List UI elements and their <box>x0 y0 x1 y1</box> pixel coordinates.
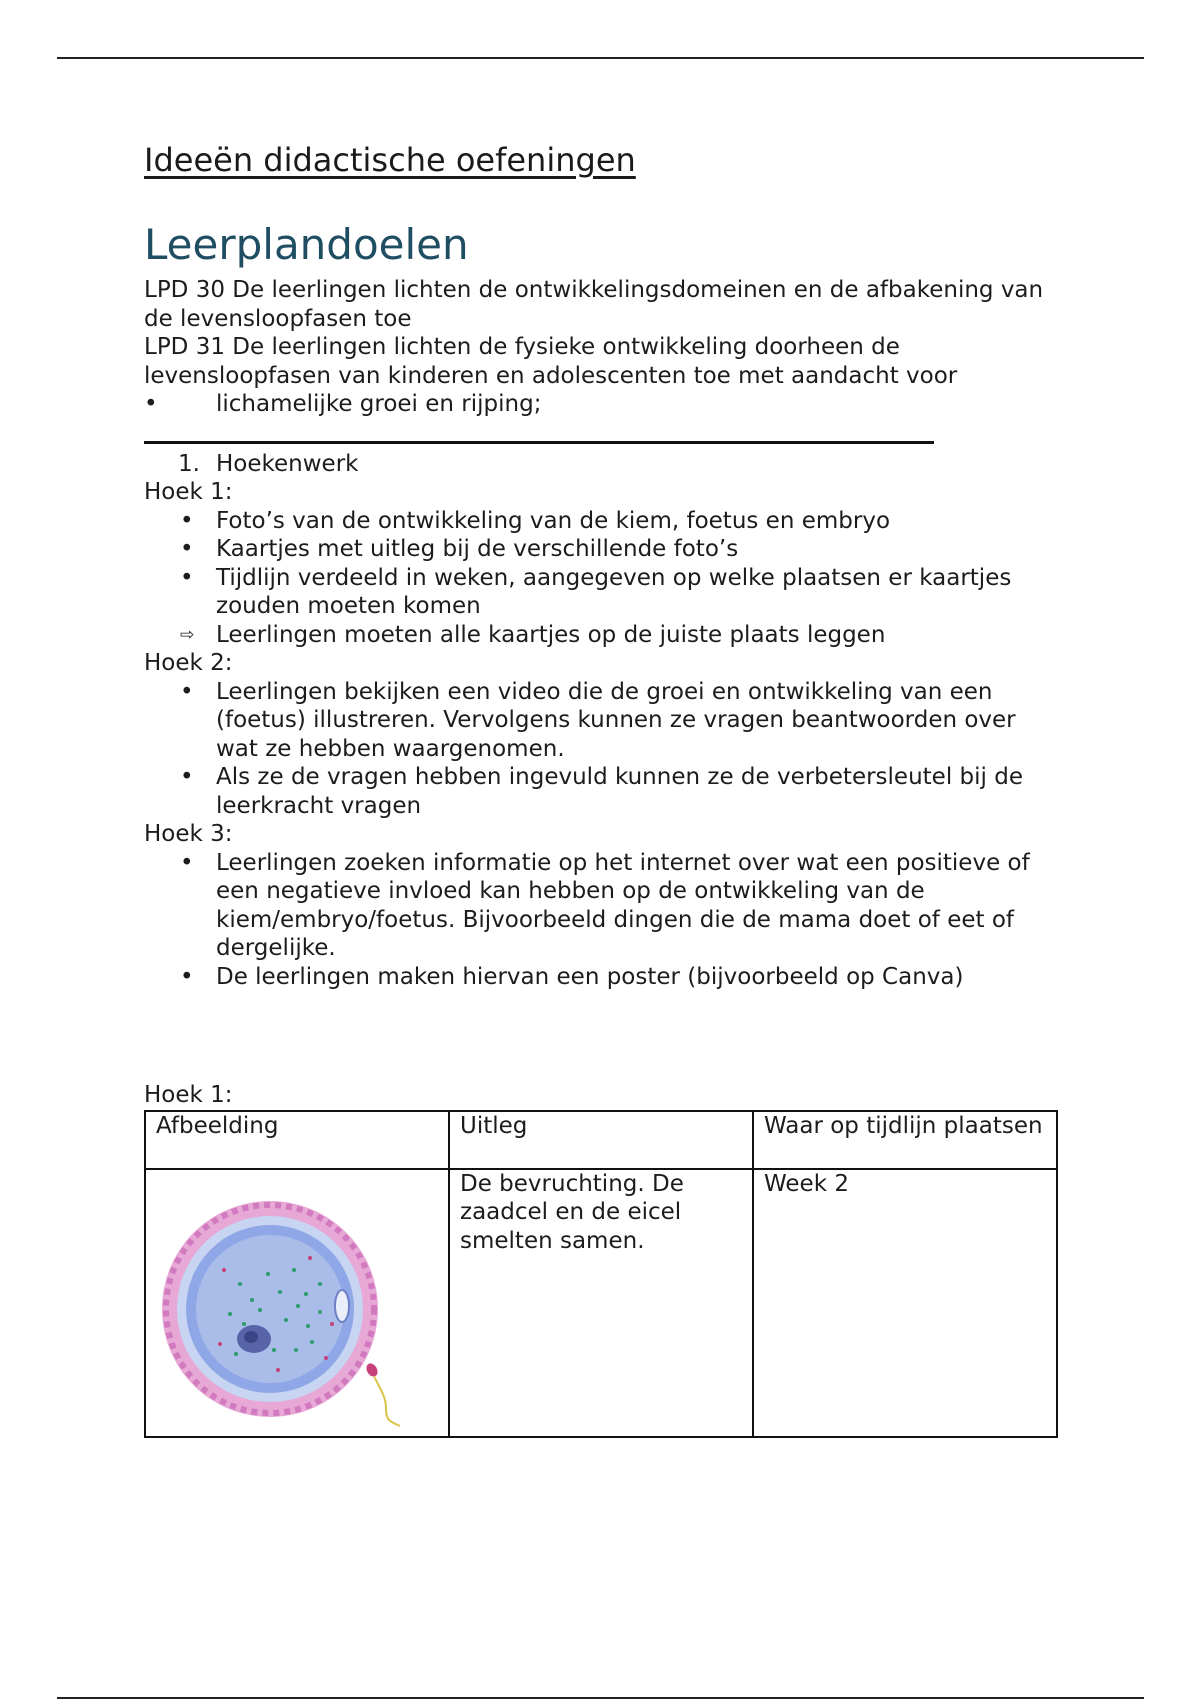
item-text: Hoekenwerk <box>216 450 359 477</box>
document-body <box>144 138 1064 1438</box>
page-top-rule <box>57 57 1144 59</box>
numbered-item <box>144 450 1064 479</box>
goal-bullet-text: lichamelijke groei en rijping; <box>216 391 542 417</box>
horizontal-divider <box>144 441 934 444</box>
explanation-cell: De bevruchting. De zaadcel en de eicel smelten samen. <box>449 1169 753 1437</box>
hoek1-arrow-item: ⇨ Leerlingen moeten alle kaartjes op de juiste plaats leggen <box>180 621 886 648</box>
table-section-label: Hoek 1: <box>144 1082 233 1108</box>
hoek2-label: Hoek 2: <box>144 650 233 676</box>
item-number: 1. <box>178 450 200 477</box>
list-item: • Leerlingen zoeken informatie op het internet over wat een positieve of een negatieve invloed kan hebben op de ontwikkeling van de kiem/embryo/foetus. Bijvoorbeeld dingen die de mama doet of eet of dergelijke. <box>180 849 1030 961</box>
page-bottom-rule <box>57 1697 1144 1699</box>
section-heading: Leerplandoelen <box>144 220 469 269</box>
image-cell <box>145 1169 449 1437</box>
hoek3-label: Hoek 3: <box>144 821 233 847</box>
egg-cell-illustration <box>160 1174 410 1432</box>
list-item: • Leerlingen bekijken een video die de groei en ontwikkeling van een (foetus) illustreren. Vervolgens kunnen ze vragen beantwoorden over wat ze hebben waargenomen. <box>180 678 1016 762</box>
document-title: Ideeën didactische oefeningen <box>144 141 636 179</box>
arrow-icon: ⇨ <box>180 624 195 645</box>
hoek2-list <box>144 678 1064 821</box>
header-timeline: Waar op tijdlijn plaatsen <box>753 1111 1057 1169</box>
header-image: Afbeelding <box>145 1111 449 1169</box>
header-explanation: Uitleg <box>449 1111 753 1169</box>
list-item: • Tijdlijn verdeeld in weken, aangegeven op welke plaatsen er kaartjes zouden moeten komen <box>180 564 1012 619</box>
hoek1-label: Hoek 1: <box>144 479 233 505</box>
list-item: • Als ze de vragen hebben ingevuld kunnen ze de verbetersleutel bij de leerkracht vragen <box>180 764 1023 819</box>
table-row <box>145 1169 1057 1437</box>
goal-bullet <box>144 390 1064 419</box>
hoek1-table <box>144 1110 1058 1438</box>
table-header-row <box>145 1111 1057 1169</box>
goal-lpd31: LPD 31 De leerlingen lichten de fysieke ontwikkeling doorheen de levensloopfasen van kinderen en adolescenten toe met aandacht voor <box>144 334 958 389</box>
list-item: • Kaartjes met uitleg bij de verschillende foto’s <box>180 536 739 562</box>
hoek1-list <box>144 507 1064 621</box>
bullet-marker: • <box>144 391 158 417</box>
hoek3-list <box>144 849 1064 992</box>
timeline-cell: Week 2 <box>753 1169 1057 1437</box>
list-item: • De leerlingen maken hiervan een poster (bijvoorbeeld op Canva) <box>180 963 964 990</box>
goal-lpd30: LPD 30 De leerlingen lichten de ontwikkelingsdomeinen en de afbakening van de levensloopfasen toe <box>144 277 1044 332</box>
list-item: • Foto’s van de ontwikkeling van de kiem, foetus en embryo <box>180 507 891 534</box>
